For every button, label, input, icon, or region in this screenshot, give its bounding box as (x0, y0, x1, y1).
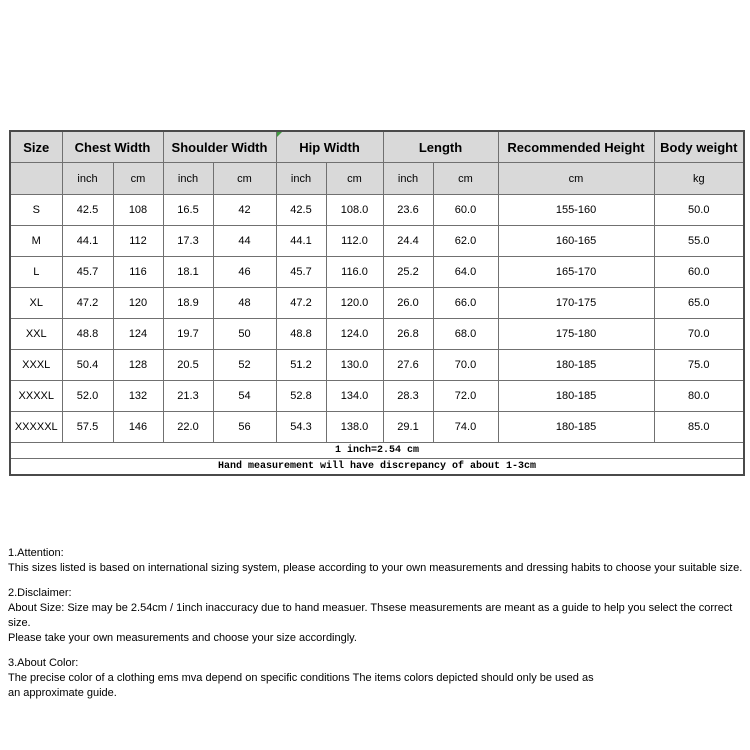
note-line: Please take your own measurements and choose your size accordingly. (8, 632, 357, 644)
table-cell: 160-165 (498, 226, 654, 257)
table-cell: 66.0 (433, 288, 498, 319)
table-cell: 44.1 (62, 226, 113, 257)
table-row-m (10, 226, 744, 257)
table-cell: 112.0 (326, 226, 383, 257)
table-cell: 29.1 (383, 412, 433, 443)
table-cell: 52.0 (62, 381, 113, 412)
table-cell: 46 (213, 257, 276, 288)
table-cell: 108.0 (326, 195, 383, 226)
note-section-disclaimer (8, 586, 746, 646)
footnote-row-hand-measurement (10, 459, 744, 476)
table-cell: 57.5 (62, 412, 113, 443)
table-cell: 138.0 (326, 412, 383, 443)
table-cell: 72.0 (433, 381, 498, 412)
table-cell: 120 (113, 288, 163, 319)
table-cell: 120.0 (326, 288, 383, 319)
table-cell: 48.8 (62, 319, 113, 350)
table-cell: 68.0 (433, 319, 498, 350)
size-cell: XXL (10, 319, 62, 350)
note-line: This sizes listed is based on international sizing system, please according to your own measurements and dressing habits to choose your suitable size. (8, 562, 743, 574)
note-line: The precise color of a clothing ems mva depend on specific conditions The items colors depicted should only be used as (8, 672, 594, 684)
unit-cell-shoulder-cm: cm (213, 163, 276, 195)
table-row-l (10, 257, 744, 288)
table-cell: 146 (113, 412, 163, 443)
table-cell: 55.0 (654, 226, 744, 257)
table-cell: 80.0 (654, 381, 744, 412)
table-row-xxl (10, 319, 744, 350)
table-cell: 64.0 (433, 257, 498, 288)
table-cell: 22.0 (163, 412, 213, 443)
size-chart-table (9, 130, 745, 476)
unit-cell-chest-cm: cm (113, 163, 163, 195)
table-cell: 42.5 (276, 195, 326, 226)
table-cell: 165-170 (498, 257, 654, 288)
table-cell: 19.7 (163, 319, 213, 350)
table-cell: 18.9 (163, 288, 213, 319)
table-cell: 85.0 (654, 412, 744, 443)
note-heading: 1.Attention: (8, 547, 64, 559)
table-cell: 50.0 (654, 195, 744, 226)
table-cell: 112 (113, 226, 163, 257)
note-heading: 2.Disclaimer: (8, 587, 72, 599)
table-cell: 48.8 (276, 319, 326, 350)
table-cell: 44.1 (276, 226, 326, 257)
size-cell: XXXXXL (10, 412, 62, 443)
col-header-body-weight: Body weight (654, 131, 744, 163)
unit-cell-length-cm: cm (433, 163, 498, 195)
table-cell: 116 (113, 257, 163, 288)
footnote-hand-measurement: Hand measurement will have discrepancy of about 1-3cm (10, 459, 744, 476)
table-cell: 50 (213, 319, 276, 350)
header-row (10, 131, 744, 163)
table-cell: 21.3 (163, 381, 213, 412)
size-cell: XXXL (10, 350, 62, 381)
table-cell: 155-160 (498, 195, 654, 226)
size-cell: L (10, 257, 62, 288)
table-cell: 62.0 (433, 226, 498, 257)
table-cell: 56 (213, 412, 276, 443)
table-cell: 26.0 (383, 288, 433, 319)
unit-cell-chest-inch: inch (62, 163, 113, 195)
note-line: About Size: Size may be 2.54cm / 1inch inaccuracy due to hand measuer. Thsese measurements are meant as a guide to help you select the correct size. (8, 602, 733, 629)
table-row-xl (10, 288, 744, 319)
unit-cell-hip-inch: inch (276, 163, 326, 195)
table-cell: 52 (213, 350, 276, 381)
table-cell: 51.2 (276, 350, 326, 381)
cell-corner-marker-icon (277, 132, 282, 137)
table-cell: 128 (113, 350, 163, 381)
table-cell: 50.4 (62, 350, 113, 381)
table-cell: 20.5 (163, 350, 213, 381)
table-row-s (10, 195, 744, 226)
unit-cell-weight-kg: kg (654, 163, 744, 195)
size-cell: S (10, 195, 62, 226)
table-cell: 124 (113, 319, 163, 350)
table-cell: 60.0 (654, 257, 744, 288)
table-cell: 180-185 (498, 350, 654, 381)
table-cell: 16.5 (163, 195, 213, 226)
table-row-xxxxxl (10, 412, 744, 443)
table-cell: 54.3 (276, 412, 326, 443)
size-cell: XL (10, 288, 62, 319)
table-cell: 75.0 (654, 350, 744, 381)
table-cell: 18.1 (163, 257, 213, 288)
table-cell: 65.0 (654, 288, 744, 319)
units-row (10, 163, 744, 195)
table-cell: 45.7 (276, 257, 326, 288)
table-cell: 132 (113, 381, 163, 412)
table-row-xxxl (10, 350, 744, 381)
table-cell: 42.5 (62, 195, 113, 226)
col-header-size: Size (10, 131, 62, 163)
table-cell: 24.4 (383, 226, 433, 257)
table-cell: 23.6 (383, 195, 433, 226)
col-header-chest-width: Chest Width (62, 131, 163, 163)
unit-cell-length-inch: inch (383, 163, 433, 195)
table-cell: 27.6 (383, 350, 433, 381)
table-cell: 47.2 (62, 288, 113, 319)
unit-cell-shoulder-inch: inch (163, 163, 213, 195)
table-cell: 54 (213, 381, 276, 412)
notes-block (8, 546, 746, 711)
col-header-hip-width-label: Hip Width (299, 139, 360, 155)
unit-cell-height-cm: cm (498, 163, 654, 195)
col-header-hip-width (276, 131, 383, 163)
note-line: an approximate guide. (8, 687, 117, 699)
table-cell: 28.3 (383, 381, 433, 412)
table-cell: 70.0 (654, 319, 744, 350)
note-section-attention (8, 546, 746, 576)
table-cell: 170-175 (498, 288, 654, 319)
table-cell: 124.0 (326, 319, 383, 350)
table-cell: 60.0 (433, 195, 498, 226)
col-header-recommended-height: Recommended Height (498, 131, 654, 163)
size-cell: M (10, 226, 62, 257)
table-cell: 180-185 (498, 381, 654, 412)
table-cell: 45.7 (62, 257, 113, 288)
table-cell: 25.2 (383, 257, 433, 288)
table-cell: 17.3 (163, 226, 213, 257)
table-cell: 74.0 (433, 412, 498, 443)
table-cell: 116.0 (326, 257, 383, 288)
footnote-row-inch-conversion (10, 443, 744, 459)
table-cell: 175-180 (498, 319, 654, 350)
note-section-about-color (8, 656, 746, 701)
size-cell: XXXXL (10, 381, 62, 412)
col-header-shoulder-width: Shoulder Width (163, 131, 276, 163)
unit-cell-empty (10, 163, 62, 195)
table-cell: 70.0 (433, 350, 498, 381)
table-cell: 52.8 (276, 381, 326, 412)
unit-cell-hip-cm: cm (326, 163, 383, 195)
table-cell: 26.8 (383, 319, 433, 350)
footnote-inch-conversion: 1 inch=2.54 cm (10, 443, 744, 459)
table-cell: 47.2 (276, 288, 326, 319)
note-heading: 3.About Color: (8, 657, 79, 669)
table-cell: 44 (213, 226, 276, 257)
table-cell: 180-185 (498, 412, 654, 443)
table-cell: 108 (113, 195, 163, 226)
table-row-xxxxl (10, 381, 744, 412)
table-cell: 42 (213, 195, 276, 226)
table-cell: 130.0 (326, 350, 383, 381)
table-cell: 134.0 (326, 381, 383, 412)
table-cell: 48 (213, 288, 276, 319)
col-header-length: Length (383, 131, 498, 163)
